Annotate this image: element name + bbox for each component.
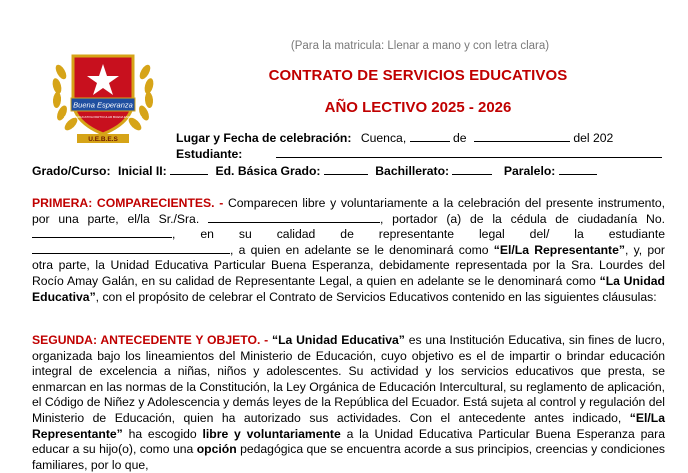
la-unidad-educativa-bold: “La Unidad Educativa” [272, 333, 405, 347]
day-field[interactable] [410, 130, 450, 142]
month-field[interactable] [474, 130, 570, 142]
header-note: (Para la matricula: Llenar a mano y con letra clara) [290, 40, 550, 52]
lugar-label: Lugar y Fecha de celebración: [176, 131, 352, 145]
estudiante-field[interactable] [276, 146, 662, 158]
logo-banner-text: Buena Esperanza [73, 100, 133, 110]
grado-line [32, 163, 597, 178]
primera-text-4: , a quien en adelante se le denominará como [230, 242, 494, 257]
opcion-bold: opción [196, 442, 237, 457]
el-la-representante-bold: “El/La Representante” [32, 410, 665, 441]
del-text: del 202 [573, 131, 614, 145]
clause-segunda [32, 333, 665, 473]
inicial-label: Inicial II: [117, 164, 167, 178]
representante-name-field[interactable] [208, 212, 380, 223]
basica-field[interactable] [324, 163, 368, 175]
primera-heading: PRIMERA: COMPARECIENTES. - [32, 196, 224, 210]
primera-text-6: , con el propósito de celebrar el Contrato de Servicios Educativos contenido en las siguientes cláusulas: [95, 289, 657, 304]
city-text: Cuenca, [360, 131, 407, 145]
paralelo-field[interactable] [559, 163, 597, 175]
logo-sub-text: UNIDAD EDUCATIVA PARTICULAR BUENA ESPERANZA [63, 115, 143, 119]
grado-label: Grado/Curso: [32, 164, 111, 178]
student-name-field[interactable] [32, 243, 230, 254]
inicial-field[interactable] [170, 163, 208, 175]
segunda-heading: SEGUNDA: ANTECEDENTE Y OBJETO. - [32, 333, 269, 347]
libre-voluntariamente-bold: libre y voluntariamente [202, 426, 341, 441]
school-logo [47, 42, 159, 146]
document-title: CONTRATO DE SERVICIOS EDUCATIVOS [268, 67, 568, 84]
segunda-text-1: es una Institución Educativa, sin fines de lucro, organizada bajo los lineamientos del Ministerio de Educación, cuyo objetivo es el de impartir o brindar educación integral de excelencia a niñas, niños y adolescentes. Su actividad y los servicios educativos que presta, se enmarcan en las normas de la Constitución, la Ley Orgánica de Educación Intercultural, su reglamento de aplicación, el Código de Niñez y Adolescencia y demás leyes de la República del Ecuador. Está sujeta al control y regulación del Ministerio de Educación, quien ha autorizado sus actividades. Con el antecedente antes indicado, [32, 333, 665, 425]
segunda-text-3: a la Unidad Educativa Particular Buena Esperanza para educar a su hijo(o), como una [32, 426, 665, 457]
de-text: de [453, 131, 467, 145]
basica-label: Ed. Básica Grado: [215, 164, 321, 178]
la-unidad-bold: “La Unidad Educativa” [32, 273, 665, 304]
estudiante-label: Estudiante: [176, 147, 243, 161]
primera-text-5: , y, por otra parte, la Unidad Educativa Particular Buena Esperanza, debidamente representada por la Sra. Lourdes del Rocío Amay Galán, en su calidad de Representante Legal, a quien en adelante se le denominará como [32, 242, 665, 288]
primera-text-1: Comparecen libre y voluntariamente a la celebración del presente instrumento, por una parte, el/la Sr./Sra. [32, 196, 666, 226]
cedula-field[interactable] [32, 227, 172, 238]
estudiante-line [176, 146, 662, 161]
paralelo-label: Paralelo: [503, 164, 556, 178]
school-year: AÑO LECTIVO 2025 - 2026 [324, 99, 512, 116]
lugar-fecha-line [176, 130, 613, 145]
el-representante-bold: “El/La Representante” [493, 242, 625, 257]
bachillerato-label: Bachillerato: [375, 164, 450, 178]
clause-primera [32, 196, 665, 305]
segunda-text-4: pedagógica que se encuentra acorde a sus principios, creencias y condiciones familiares, por lo que, [32, 442, 666, 472]
logo-bottom-text: U.E.B.E.S [88, 136, 118, 143]
primera-text-3: , en su calidad de representante legal del/ la estudiante [172, 227, 665, 242]
segunda-text-2: ha escogido [122, 426, 203, 441]
bachillerato-field[interactable] [452, 163, 492, 175]
primera-text-2: , portador (a) de la cédula de ciudadanía No. [380, 211, 665, 226]
